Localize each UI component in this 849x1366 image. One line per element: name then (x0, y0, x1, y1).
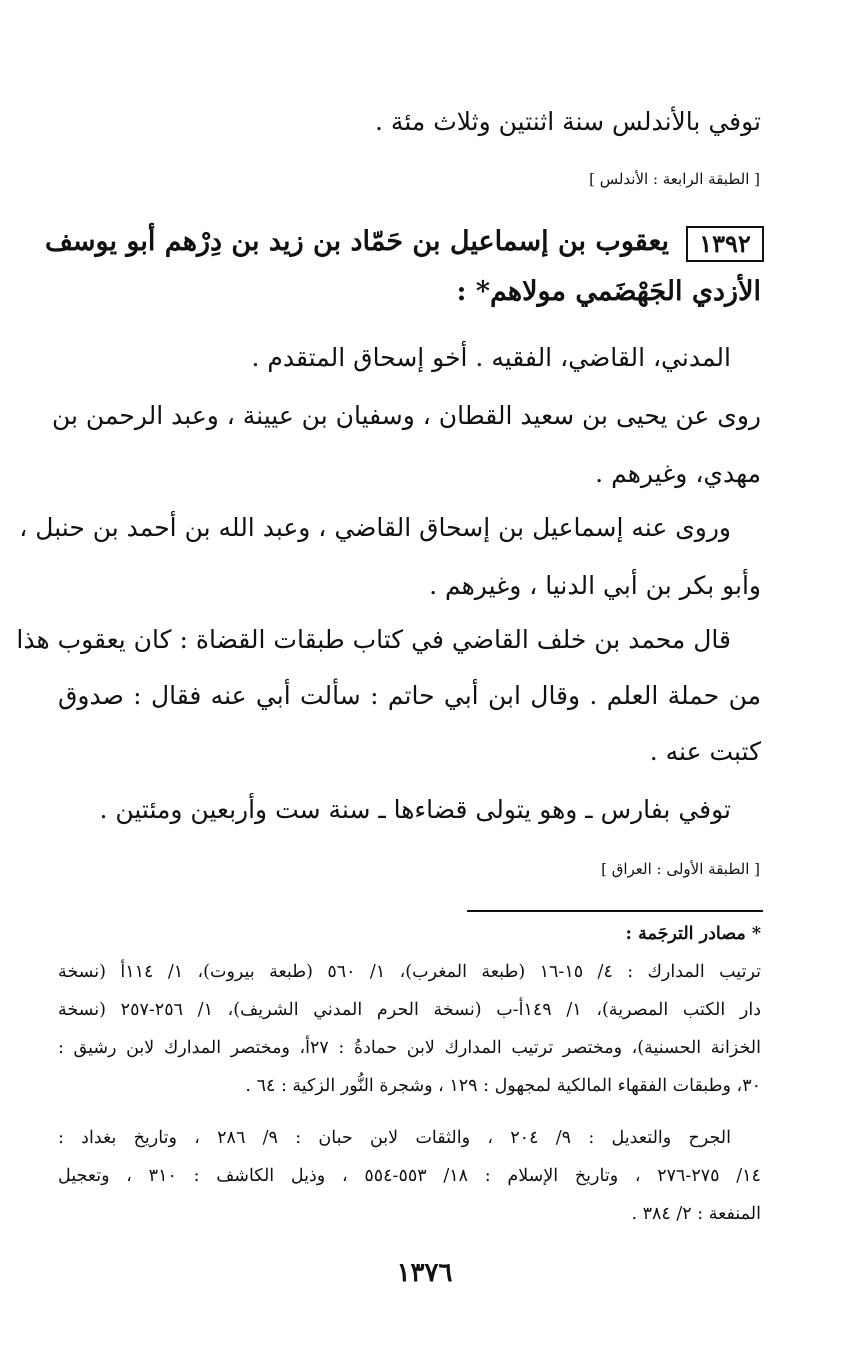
body-line: المدني، القاضي، الفقيه . أخو إسحاق المتقدم . (251, 343, 731, 372)
entry-heading-line-2: الأزدي الجَهْضَمي مولاهم* : (456, 276, 761, 307)
body-line: كتبت عنه . (649, 737, 761, 766)
body-line: قال محمد بن خلف القاضي في كتاب طبقات القضاة : كان يعقوب هذا (16, 625, 731, 654)
footnote-title: * مصادر الترجَمة : (625, 924, 761, 944)
body-line: وأبو بكر بن أبي الدنيا ، وغيرهم . (429, 571, 761, 600)
body-line: روى عن يحيى بن سعيد القطان ، وسفيان بن عيينة ، وعبد الرحمن بن (51, 401, 761, 430)
footnote-line: الخزانة الحسنية)، ومختصر ترتيب المدارك لابن حمادةُ : ٢٧أ، ومختصر المدارك لابن رشيق : (58, 1038, 761, 1058)
entry-heading-line-1: يعقوب بن إسماعيل بن حَمّاد بن زيد بن دِرْهم أبو يوسف (44, 226, 669, 257)
entry-number-box: ١٣٩٢ (686, 226, 764, 262)
footnote-line: المنفعة : ٢/ ٣٨٤ . (631, 1204, 761, 1224)
footnote-line: دار الكتب المصرية)، ١/ ١٤٩أ-ب (نسخة الحرم المدني الشريف)، ١/ ٢٥٦-٢٥٧ (نسخة (58, 1000, 761, 1020)
page-number: ١٣٧٦ (396, 1258, 453, 1288)
footnote-line: ١٤/ ٢٧٥-٢٧٦ ، وتاريخ الإسلام : ١٨/ ٥٥٣-٥٥٤ ، وذيل الكاشف : ٣١٠ ، وتعجيل (58, 1166, 761, 1186)
body-line: توفي بفارس ـ وهو يتولى قضاءها ـ سنة ست وأربعين ومئتين . (99, 795, 731, 824)
previous-entry-end: توفي بالأندلس سنة اثنتين وثلاث مئة . (375, 107, 761, 136)
footnote-line: ٣٠، وطبقات الفقهاء المالكية لمجهول : ١٢٩ ، وشجرة النُّور الزكية : ٦٤ . (245, 1076, 761, 1096)
footnote-line: الجرح والتعديل : ٩/ ٢٠٤ ، والثقات لابن حبان : ٩/ ٢٨٦ ، وتاريخ بغداد : (58, 1128, 731, 1148)
body-line: وروى عنه إسماعيل بن إسحاق القاضي ، وعبد الله بن أحمد بن حنبل ، (19, 513, 731, 542)
entry-tag: [ الطبقة الأولى : العراق ] (601, 860, 760, 878)
body-line: من حملة العلم . وقال ابن أبي حاتم : سألت أبي عنه فقال : صدوق (58, 681, 761, 710)
footnote-separator (467, 910, 763, 912)
previous-entry-tag: [ الطبقة الرابعة : الأندلس ] (589, 170, 760, 188)
body-line: مهدي، وغيرهم . (595, 459, 761, 488)
footnote-line: ترتيب المدارك : ٤/ ١٥-١٦ (طبعة المغرب)، ١/ ٥٦٠ (طبعة بيروت)، ١/ ١١٤أ (نسخة (58, 962, 761, 982)
